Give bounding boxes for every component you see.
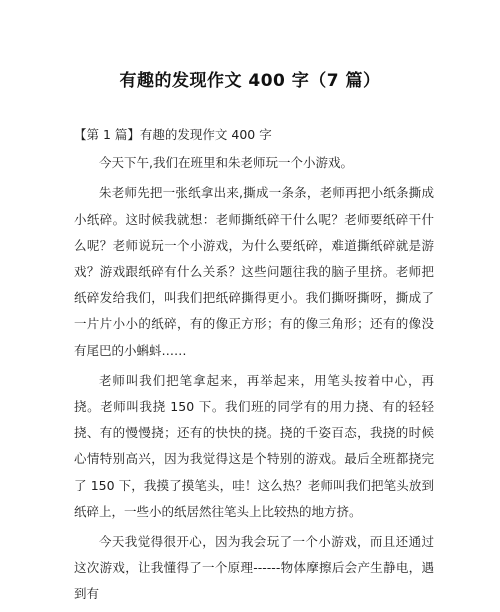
paragraph: 今天我觉得很开心，因为我会玩了一个小游戏，而且还通过这次游戏，让我懂得了一个原理------物体摩擦后会产生静电，遇到有 [74, 534, 434, 602]
article-heading: 【第 1 篇】有趣的发现作文 400 字 [74, 127, 272, 142]
document-title: 有趣的发现作文 400 字（7 篇） [119, 71, 381, 91]
paragraph: 朱老师先把一张纸拿出来,撕成一条条，老师再把小纸条撕成小纸碎。这时候我就想：老师撕纸碎干什么呢？老师要纸碎干什么呢？老师说玩一个小游戏，为什么要纸碎，难道撕纸碎就是游戏？游戏跟纸碎有什么关系？这些问题往我的脑子里挤。老师把纸碎发给我们，叫我们把纸碎撕得更小。我们撕呀撕呀，撕成了一片片小小的纸碎，有的像正方形；有的像三角形；还有的像没有尾巴的小蝌蚪…… [74, 185, 434, 358]
paragraph: 今天下午,我们在班里和朱老师玩一个小游戏。 [99, 155, 353, 171]
paragraph: 老师叫我们把笔拿起来，再举起来，用笔头按着中心，再挠。老师叫我挠 150 下。我们班的同学有的用力挠、有的轻轻挠、有的慢慢挠；还有的快快的挠。挠的千姿百态，我挠的时候心情特别高兴，因为我觉得这是个特别的游戏。最后全班都挠完了 150 下，我摸了摸笔头，哇！这么热？老师叫我们把笔头放到纸碎上，一些小的纸居然往笔头上比较热的地方挤。 [74, 372, 434, 519]
article-body [74, 122, 434, 612]
